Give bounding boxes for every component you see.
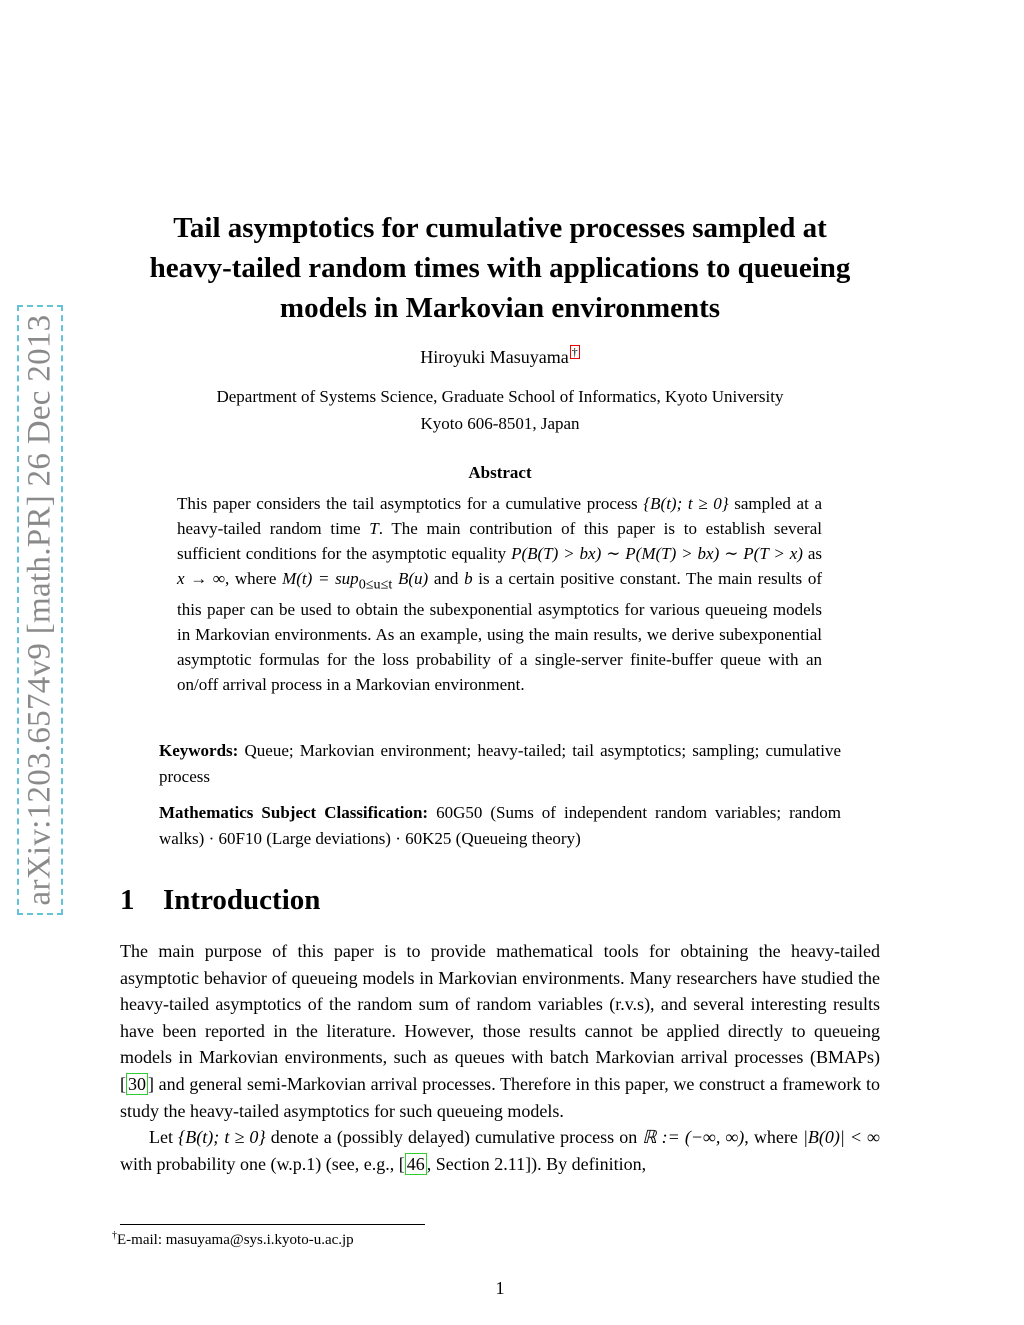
affiliation-line-1: Department of Systems Science, Graduate School of Informatics, Kyoto University <box>216 387 784 406</box>
abstract-body <box>177 491 822 697</box>
paragraph-text: The main purpose of this paper is to provide mathematical tools for obtaining the heavy-tailed asymptotic behavior of queueing models in Markovian environments. Many researchers have studied the heavy-tailed asymptotics of the random sum of random variables (r.v.s), and several interesting results have been reported in the literature. However, those results cannot be applied directly to queueing models in Markovian environments, such as queues with batch Markovian arrival processes (BMAPs) [ <box>120 941 880 1094</box>
paragraph-text: Let <box>149 1127 179 1148</box>
footnote-text: E-mail: masuyama@sys.i.kyoto-u.ac.jp <box>117 1232 354 1248</box>
abstract-heading: Abstract <box>468 463 532 482</box>
math-expression: ℝ := (−∞, ∞) <box>642 1127 745 1148</box>
math-expression: {B(t); t ≥ 0} <box>643 494 729 513</box>
footnote-mark: † <box>112 1230 117 1241</box>
affiliation <box>0 383 1000 437</box>
math-expression: |B(0)| < ∞ <box>802 1127 880 1148</box>
author-footnote-link[interactable]: † <box>571 345 578 359</box>
abstract-text: sampled at a heavy-tailed random time <box>177 494 823 538</box>
introduction-body <box>120 938 880 1177</box>
section-title: Introduction <box>163 884 321 916</box>
abstract-text: and <box>428 569 465 588</box>
msc-label: Mathematics Subject Classification: <box>159 803 429 822</box>
citation-link[interactable]: 30 <box>128 1073 146 1094</box>
arxiv-identifier: arXiv:1203.6574v9 [math.PR] 26 Dec 2013 <box>21 314 58 906</box>
abstract-text: , where <box>224 569 283 588</box>
citation-link[interactable]: 46 <box>406 1153 425 1174</box>
msc-classification <box>159 800 841 852</box>
math-expression: P(B(T) > bx) ∼ P(M(T) > bx) ∼ P(T > x) <box>511 544 803 563</box>
keywords-text: Queue; Markovian environment; heavy-tailed; tail asymptotics; sampling; cumulative process <box>159 741 841 786</box>
paragraph-text: denote a (possibly delayed) cumulative process on <box>265 1127 643 1148</box>
keywords-label: Keywords: <box>159 741 239 760</box>
paragraph-text: ] and general semi-Markovian arrival processes. Therefore in this paper, we construct a framework to study the heavy-tailed asymptotics for such queueing models. <box>120 1073 880 1121</box>
paragraph-text: with probability one (w.p.1) (see, e.g., [ <box>120 1153 405 1174</box>
math-expression: {B(t); t ≥ 0} <box>178 1127 266 1148</box>
abstract-text: as <box>802 544 823 563</box>
math-expression: T <box>369 519 379 538</box>
footnote-divider <box>120 1224 425 1225</box>
paragraph <box>120 1124 880 1177</box>
math-expression: B(u) <box>392 569 429 588</box>
math-subscript: 0≤u≤t <box>358 576 393 593</box>
footnote <box>112 1230 354 1249</box>
abstract-text: is a certain positive constant. The main results of this paper can be used to obtain the subexponential asymptotics for various queueing models in Markovian environments. As an example, using the main results, we derive subexponential asymptotic formulas for the loss probability of a single-server finite-buffer queue with an on/off arrival process in a Markovian environment. <box>177 569 822 695</box>
abstract-text: . The main contribution of this paper is to establish several sufficient conditions for the asymptotic equality <box>177 519 822 563</box>
section-number: 1 <box>120 884 135 916</box>
keywords <box>159 738 841 790</box>
paragraph-text: , Section 2.11]). By definition, <box>426 1153 647 1174</box>
author-name: Hiroyuki Masuyama <box>420 347 569 367</box>
paper-title: Tail asymptotics for cumulative processes sampled at heavy-tailed random times with applications to queueing models in Markovian environments <box>149 212 851 324</box>
page-number: 1 <box>495 1278 505 1298</box>
paragraph-text: , where <box>744 1127 803 1148</box>
affiliation-line-2: Kyoto 606-8501, Japan <box>420 414 580 433</box>
paragraph <box>120 938 880 1124</box>
math-expression: M(t) = sup <box>282 569 359 588</box>
msc-text: 60G50 (Sums of independent random variables; random walks) · 60F10 (Large deviations) · 60K25 (Queueing theory) <box>159 803 841 848</box>
section-heading <box>120 884 320 917</box>
author-line <box>0 345 1000 368</box>
math-expression: x → ∞ <box>177 569 225 588</box>
abstract-text: This paper considers the tail asymptotics for a cumulative process <box>177 494 644 513</box>
math-expression: b <box>464 569 473 588</box>
